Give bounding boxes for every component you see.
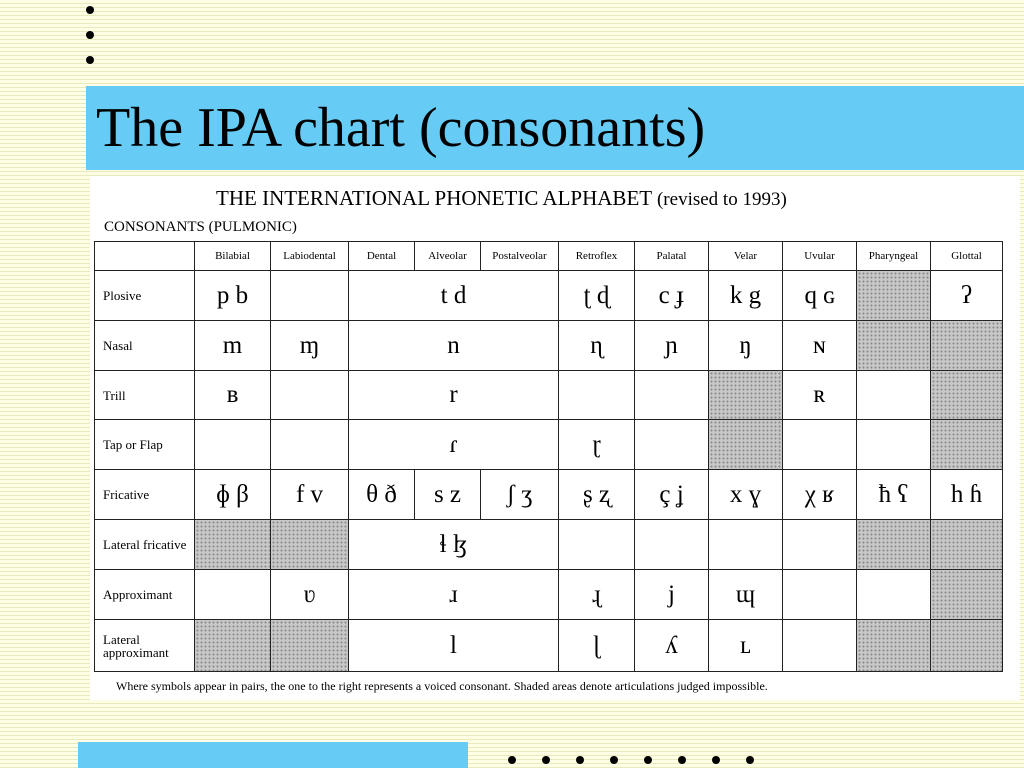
bullet-dot [712,756,720,764]
empty-cell [635,371,709,420]
empty-cell [635,520,709,570]
row-label: Nasal [95,321,195,371]
symbol-cell: ɻ [559,570,635,620]
column-header: Pharyngeal [857,242,931,271]
symbol-cell: j [635,570,709,620]
column-header: Retroflex [559,242,635,271]
column-header: Dental [349,242,415,271]
shaded-cell [931,321,1003,371]
shaded-cell [931,520,1003,570]
ipa-consonant-table [94,241,1003,672]
symbol-cell: ɬ ɮ [349,520,559,570]
shaded-cell [709,371,783,420]
shaded-cell [709,420,783,470]
shaded-cell [195,520,271,570]
row-fricative [95,470,1003,520]
symbol-cell: l [349,620,559,672]
symbol-cell: ʎ [635,620,709,672]
symbol-cell: ɰ [709,570,783,620]
symbol-cell: ŋ [709,321,783,371]
row-label: Tap or Flap [95,420,195,470]
symbol-cell: ʂ ʐ [559,470,635,520]
bullet-dots-top [86,6,100,81]
column-header: Alveolar [415,242,481,271]
column-header: Velar [709,242,783,271]
row-label: Fricative [95,470,195,520]
chart-footnote: Where symbols appear in pairs, the one to the right represents a voiced consonant. Shaded areas denote articulations judged impossible. [116,679,768,693]
column-header: Palatal [635,242,709,271]
column-header: Glottal [931,242,1003,271]
symbol-cell: ħ ʕ [857,470,931,520]
symbol-cell: r [349,371,559,420]
row-plosive [95,271,1003,321]
column-header: Bilabial [195,242,271,271]
symbol-cell: h ɦ [931,470,1003,520]
empty-cell [709,520,783,570]
symbol-cell: θ ð [349,470,415,520]
shaded-cell [931,620,1003,672]
symbol-cell: ɽ [559,420,635,470]
bullet-dot [644,756,652,764]
column-header: Uvular [783,242,857,271]
symbol-cell: n [349,321,559,371]
bullet-dot [508,756,516,764]
symbol-cell: q ɢ [783,271,857,321]
row-label: Lateral approximant [95,620,195,672]
shaded-cell [857,620,931,672]
empty-cell [857,371,931,420]
shaded-cell [931,420,1003,470]
column-header: Postalveolar [481,242,559,271]
bullet-dot [610,756,618,764]
row-approximant [95,570,1003,620]
corner-cell [95,242,195,271]
symbol-cell: s z [415,470,481,520]
row-lateral-fricative [95,520,1003,570]
row-label: Approximant [95,570,195,620]
symbol-cell: k g [709,271,783,321]
bullet-dot [86,56,94,64]
shaded-cell [857,271,931,321]
symbol-cell: ɭ [559,620,635,672]
bullet-dots-bottom [508,756,754,764]
shaded-cell [195,620,271,672]
empty-cell [559,371,635,420]
shaded-cell [931,570,1003,620]
symbol-cell: ʟ [709,620,783,672]
bottom-bar [78,742,468,768]
bullet-dot [86,6,94,14]
symbol-cell: p b [195,271,271,321]
row-nasal [95,321,1003,371]
symbol-cell: ɹ [349,570,559,620]
symbol-cell: m [195,321,271,371]
empty-cell [857,420,931,470]
empty-cell [783,620,857,672]
empty-cell [635,420,709,470]
symbol-cell: ʀ [783,371,857,420]
symbol-cell: ɲ [635,321,709,371]
symbol-cell: ɴ [783,321,857,371]
symbol-cell: ç ʝ [635,470,709,520]
slide-title: The IPA chart (consonants) [96,97,706,159]
symbol-cell: ɱ [271,321,349,371]
empty-cell [195,420,271,470]
row-label: Trill [95,371,195,420]
bullet-dot [678,756,686,764]
empty-cell [271,271,349,321]
empty-cell [857,570,931,620]
symbol-cell: t d [349,271,559,321]
chart-heading-revised: (revised to 1993) [656,189,787,210]
symbol-cell: ɸ β [195,470,271,520]
empty-cell [783,520,857,570]
chart-heading-main: THE INTERNATIONAL PHONETIC ALPHABET [216,186,652,210]
symbol-cell: x ɣ [709,470,783,520]
row-lateral-approximant [95,620,1003,672]
empty-cell [783,420,857,470]
bullet-dot [542,756,550,764]
symbol-cell: ɳ [559,321,635,371]
chart-heading [216,186,787,211]
bullet-dot [576,756,584,764]
symbol-cell: ɾ [349,420,559,470]
shaded-cell [857,321,931,371]
symbol-cell: ʃ ʒ [481,470,559,520]
row-trill [95,371,1003,420]
symbol-cell: ʔ [931,271,1003,321]
column-header: Labiodental [271,242,349,271]
empty-cell [783,570,857,620]
chart-subheading: CONSONANTS (PULMONIC) [104,219,297,235]
empty-cell [271,420,349,470]
symbol-cell: f v [271,470,349,520]
row-label: Plosive [95,271,195,321]
header-row [95,242,1003,271]
empty-cell [559,520,635,570]
symbol-cell: ʙ [195,371,271,420]
empty-cell [271,371,349,420]
symbol-cell: c ɟ [635,271,709,321]
row-tap-or-flap [95,420,1003,470]
symbol-cell: ʈ ɖ [559,271,635,321]
bullet-dot [746,756,754,764]
shaded-cell [857,520,931,570]
empty-cell [195,570,271,620]
shaded-cell [271,520,349,570]
bullet-dot [86,31,94,39]
symbol-cell: ʋ [271,570,349,620]
shaded-cell [271,620,349,672]
row-label: Lateral fricative [95,520,195,570]
shaded-cell [931,371,1003,420]
symbol-cell: χ ʁ [783,470,857,520]
